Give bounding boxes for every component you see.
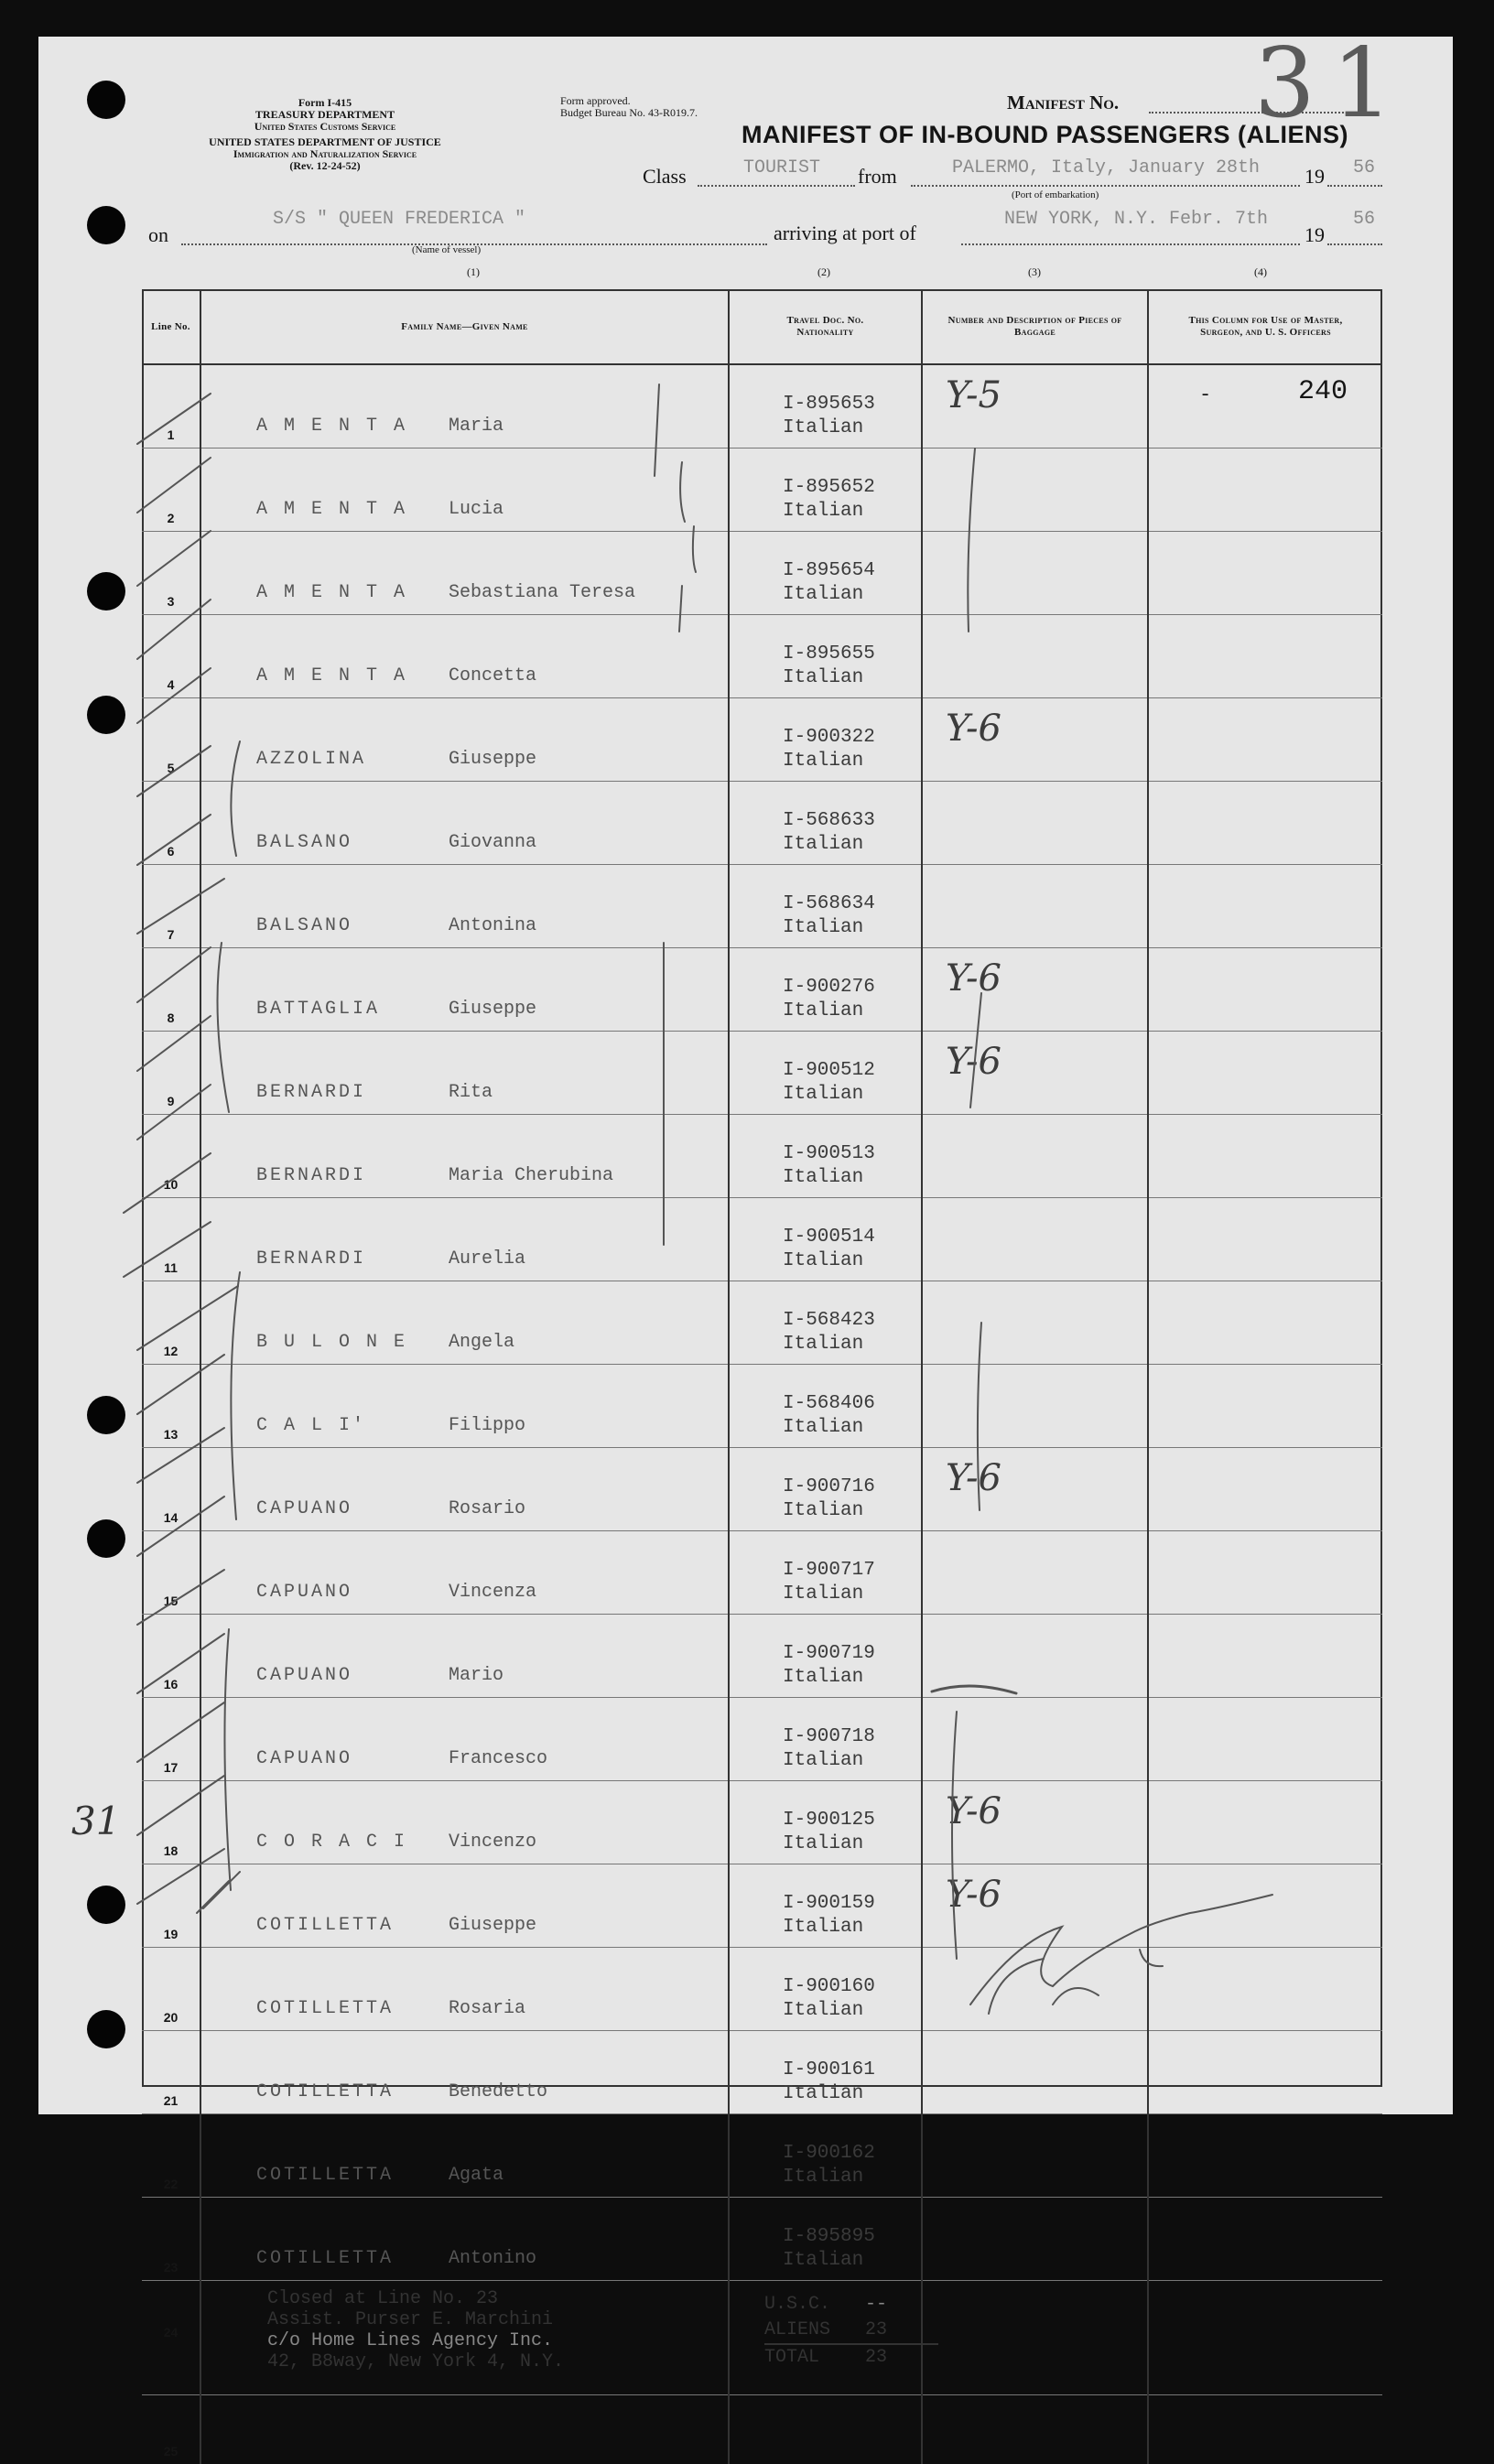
nationality: Italian (783, 1333, 921, 1356)
header-name: Family Name—Given Name (200, 290, 729, 364)
line-number (142, 2281, 200, 2395)
given-name: Lucia (449, 499, 503, 520)
usc-row (764, 2292, 921, 2318)
travel-doc-number: I-895652 (783, 476, 921, 500)
vessel-note: (Name of vessel) (412, 244, 481, 256)
baggage (922, 2198, 1148, 2281)
margin-page-number: 31 (71, 1799, 120, 1843)
arrival-year: 56 (1353, 209, 1375, 230)
baggage: Y-6 (922, 948, 1148, 1032)
budget-bureau: Budget Bureau No. 43-R019.7. (560, 107, 698, 119)
line-number: 20 (142, 1948, 200, 2031)
line-number: 7 (142, 865, 200, 948)
baggage-empty (922, 2395, 1148, 2464)
treasury-label: TREASURY DEPARTMENT (146, 109, 503, 121)
travel-doc-number: I-568406 (783, 1392, 921, 1416)
given-name: Agata (449, 2165, 503, 2186)
nationality: Italian (783, 750, 921, 773)
total-label: TOTAL (764, 2345, 865, 2371)
class-label: Class (643, 165, 687, 189)
given-name: Concetta (449, 665, 536, 686)
nationality: Italian (783, 1083, 921, 1107)
nationality: Italian (783, 1916, 921, 1940)
assistant-purser: Assist. Purser E. Marchini (267, 2309, 728, 2330)
nationality: Italian (783, 416, 921, 440)
arrival-year-prefix: 19 (1305, 223, 1325, 247)
from-year-prefix: 19 (1305, 165, 1325, 189)
manifest-title: MANIFEST OF IN-BOUND PASSENGERS (ALIENS) (742, 121, 1348, 149)
family-name: COTILLETTA (201, 2165, 449, 2186)
travel-doc-number: I-568633 (783, 809, 921, 833)
given-name: Maria Cherubina (449, 1165, 613, 1186)
family-name: AZZOLINA (201, 749, 449, 770)
passenger-name (200, 2198, 729, 2281)
totals-block (729, 2281, 922, 2395)
officer-dash: - (1199, 384, 1211, 406)
line-number: 9 (142, 1032, 200, 1115)
travel-doc-number: I-900719 (783, 1642, 921, 1666)
family-name: BALSANO (201, 915, 449, 936)
line-number: 10 (142, 1115, 200, 1198)
family-name: COTILLETTA (201, 1998, 449, 2019)
nationality: Italian (783, 1832, 921, 1856)
given-name: Giuseppe (449, 999, 536, 1020)
nationality: Italian (783, 2249, 921, 2273)
line-number: 15 (142, 1531, 200, 1615)
travel-doc-number: I-900276 (783, 976, 921, 1000)
family-name: CAPUANO (201, 1748, 449, 1769)
travel-doc-number: I-900716 (783, 1475, 921, 1499)
family-name: A M E N T A (201, 499, 449, 520)
customs-label: United States Customs Service (146, 121, 503, 133)
line-number: 13 (142, 1365, 200, 1448)
travel-doc-number: I-900125 (783, 1809, 921, 1832)
doc-empty (729, 2395, 922, 2464)
nationality: Italian (783, 2166, 921, 2189)
family-name: COTILLETTA (201, 2081, 449, 2102)
usc-label: U.S.C. (764, 2292, 865, 2318)
line-number: 11 (142, 1198, 200, 1281)
line-number: 21 (142, 2031, 200, 2114)
given-name: Giuseppe (449, 749, 536, 770)
line-number: 18 (142, 1781, 200, 1864)
line-number: 17 (142, 1698, 200, 1781)
travel-doc-number: I-568423 (783, 1309, 921, 1333)
travel-doc-number: I-900322 (783, 726, 921, 750)
travel-doc-number: I-900160 (783, 1975, 921, 1999)
closing-block (200, 2281, 729, 2395)
travel-doc-number: I-895653 (783, 393, 921, 416)
total-value: 23 (865, 2347, 887, 2368)
given-name: Vincenzo (449, 1832, 536, 1853)
travel-doc-number: I-895654 (783, 559, 921, 583)
given-name: Maria (449, 416, 503, 437)
line-number: 25 (142, 2395, 200, 2464)
manifest-number: 31 (1254, 27, 1410, 139)
baggage: Y-6 (922, 1864, 1148, 1948)
travel-doc-number: I-900159 (783, 1892, 921, 1916)
family-name: BALSANO (201, 832, 449, 853)
baggage: Y-6 (922, 1032, 1148, 1115)
given-name: Giovanna (449, 832, 536, 853)
from-value: PALERMO, Italy, January 28th (952, 157, 1260, 178)
name-empty (200, 2395, 729, 2464)
given-name: Antonino (449, 2248, 536, 2269)
given-name: Vincenza (449, 1582, 536, 1603)
embarkation-note: (Port of embarkation) (1012, 189, 1099, 201)
baggage: Y-5 (922, 364, 1148, 448)
table-row (142, 2198, 1382, 2281)
travel-doc-number: I-895655 (783, 643, 921, 666)
baggage: Y-6 (922, 698, 1148, 782)
justice-label: UNITED STATES DEPARTMENT OF JUSTICE (146, 136, 503, 148)
given-name: Mario (449, 1665, 503, 1686)
given-name: Antonina (449, 915, 536, 936)
line-number: 4 (142, 615, 200, 698)
header-line-no: Line No. (142, 290, 200, 364)
nationality: Italian (783, 1499, 921, 1523)
travel-doc-number: I-568634 (783, 892, 921, 916)
line-number: 16 (142, 1615, 200, 1698)
given-name: Rosario (449, 1498, 525, 1519)
line-number: 6 (142, 782, 200, 865)
nationality: Italian (783, 1166, 921, 1190)
revision-label: (Rev. 12-24-52) (146, 160, 503, 172)
nationality: Italian (783, 2082, 921, 2106)
agency-address-2: 42, B8way, New York 4, N.Y. (267, 2351, 728, 2372)
line-number: 23 (142, 2198, 200, 2281)
baggage: Y-6 (922, 1448, 1148, 1531)
line-number: 1 (142, 364, 200, 448)
manifest-number-label: Manifest No. (1007, 92, 1119, 114)
vessel-name: S/S " QUEEN FREDERICA " (273, 209, 525, 230)
officers-empty (1148, 2395, 1382, 2464)
family-name: COTILLETTA (201, 2248, 449, 2269)
travel-doc-number: I-900513 (783, 1142, 921, 1166)
family-name: B U L O N E (201, 1332, 449, 1353)
family-name: BERNARDI (201, 1165, 449, 1186)
line-number: 5 (142, 698, 200, 782)
col-num-4: (4) (1254, 266, 1267, 278)
line-number: 14 (142, 1448, 200, 1531)
nationality: Italian (783, 500, 921, 524)
header-travel-doc: Travel Doc. No. Nationality (729, 290, 922, 364)
nationality: Italian (783, 1416, 921, 1440)
officers-empty (1148, 2281, 1382, 2395)
table-row-closing (142, 2281, 1382, 2395)
aliens-value: 23 (865, 2319, 887, 2340)
total-row (764, 2343, 938, 2371)
family-name: COTILLETTA (201, 1915, 449, 1936)
travel-doc-number: I-900514 (783, 1226, 921, 1249)
form-approved: Form approved. (560, 95, 698, 107)
travel-doc-number: I-900161 (783, 2059, 921, 2082)
given-name: Rita (449, 1082, 493, 1103)
family-name: C O R A C I (201, 1832, 449, 1853)
arriving-label: arriving at port of (774, 222, 916, 245)
header-officers: This Column for Use of Master, Surgeon, and U. S. Officers (1148, 290, 1382, 364)
nationality: Italian (783, 666, 921, 690)
travel-doc-number: I-900717 (783, 1559, 921, 1583)
baggage-empty (922, 2281, 1148, 2395)
line-number: 19 (142, 1864, 200, 1948)
from-label: from (858, 165, 897, 189)
given-name: Rosaria (449, 1998, 525, 2019)
table-row-25 (142, 2395, 1382, 2464)
family-name: CAPUANO (201, 1665, 449, 1686)
nationality: Italian (783, 1999, 921, 2023)
given-name: Angela (449, 1332, 514, 1353)
given-name: Benedetto (449, 2081, 547, 2102)
header-baggage: Number and Description of Pieces of Baggage (922, 290, 1148, 364)
col-num-3: (3) (1028, 266, 1041, 278)
given-name: Francesco (449, 1748, 547, 1769)
arrival-port: NEW YORK, N.Y. Febr. 7th (1004, 209, 1268, 230)
travel-doc-number: I-895895 (783, 2225, 921, 2249)
col-num-1: (1) (467, 266, 480, 278)
agency-address-1: c/o Home Lines Agency Inc. (267, 2330, 728, 2351)
ins-label: Immigration and Naturalization Service (146, 148, 503, 160)
line-number: 12 (142, 1281, 200, 1365)
given-name: Aurelia (449, 1248, 525, 1270)
col-num-2: (2) (817, 266, 830, 278)
family-name: A M E N T A (201, 665, 449, 686)
family-name: BERNARDI (201, 1082, 449, 1103)
line-24: 24 (142, 2325, 200, 2340)
travel-doc-number: I-900718 (783, 1725, 921, 1749)
family-name: CAPUANO (201, 1498, 449, 1519)
nationality: Italian (783, 1000, 921, 1023)
from-year: 56 (1353, 157, 1375, 178)
line-number: 2 (142, 448, 200, 532)
nationality: Italian (783, 1666, 921, 1690)
travel-doc-number: I-900162 (783, 2142, 921, 2166)
given-name: Filippo (449, 1415, 525, 1436)
officer-value: 240 (1298, 376, 1348, 407)
on-label: on (148, 223, 168, 247)
aliens-label: ALIENS (764, 2318, 865, 2343)
aliens-row (764, 2318, 921, 2343)
closed-at-line: Closed at Line No. 23 (267, 2288, 728, 2309)
family-name: BATTAGLIA (201, 999, 449, 1020)
family-name: CAPUANO (201, 1582, 449, 1603)
travel-doc-number: I-900512 (783, 1059, 921, 1083)
family-name: A M E N T A (201, 416, 449, 437)
given-name: Giuseppe (449, 1915, 536, 1936)
family-name: A M E N T A (201, 582, 449, 603)
line-number: 22 (142, 2114, 200, 2198)
form-number: Form I-415 (146, 97, 503, 109)
line-number: 8 (142, 948, 200, 1032)
nationality: Italian (783, 1249, 921, 1273)
baggage: Y-6 (922, 1781, 1148, 1864)
travel-doc (729, 2198, 922, 2281)
family-name: C A L I' (201, 1415, 449, 1436)
class-value: TOURIST (743, 157, 820, 178)
line-number: 3 (142, 532, 200, 615)
given-name: Sebastiana Teresa (449, 582, 635, 603)
nationality: Italian (783, 1583, 921, 1606)
nationality: Italian (783, 833, 921, 857)
officers-note (1148, 2198, 1382, 2281)
nationality: Italian (783, 916, 921, 940)
nationality: Italian (783, 583, 921, 607)
family-name: BERNARDI (201, 1248, 449, 1270)
nationality: Italian (783, 1749, 921, 1773)
usc-value: -- (865, 2294, 887, 2315)
